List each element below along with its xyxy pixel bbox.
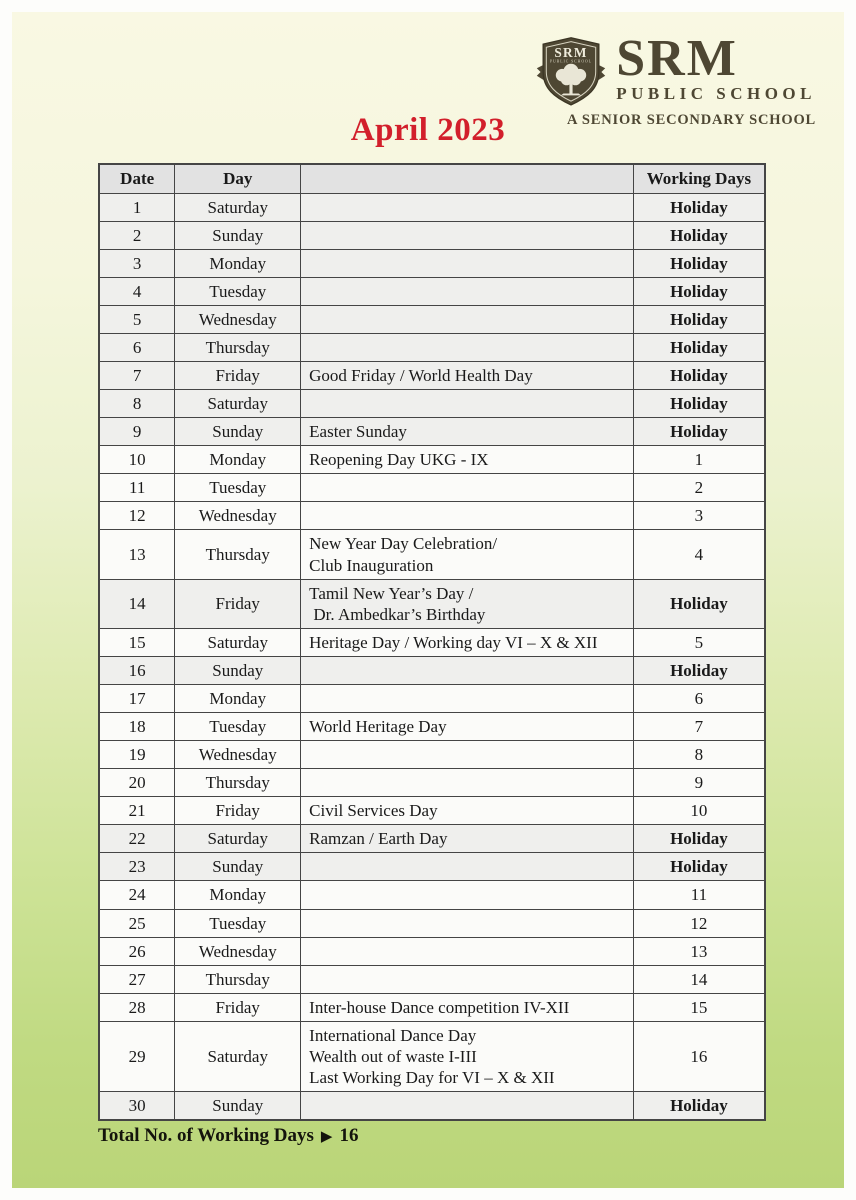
table-row: [99, 502, 765, 530]
working-days-cell: 14: [633, 965, 765, 993]
event-cell: Civil Services Day: [301, 797, 634, 825]
date-cell: 14: [99, 579, 175, 628]
table-row: [99, 474, 765, 502]
day-cell: Tuesday: [175, 712, 301, 740]
event-cell: Tamil New Year’s Day / Dr. Ambedkar’s Birthday: [301, 579, 634, 628]
table-row: [99, 277, 765, 305]
date-cell: 5: [99, 305, 175, 333]
date-cell: 7: [99, 361, 175, 389]
event-cell: [301, 656, 634, 684]
school-tagline: A SENIOR SECONDARY SCHOOL: [567, 112, 816, 128]
table-row: [99, 741, 765, 769]
working-days-cell: 13: [633, 937, 765, 965]
school-type: PUBLIC SCHOOL: [616, 83, 816, 103]
day-cell: Thursday: [175, 530, 301, 579]
date-cell: 10: [99, 446, 175, 474]
day-cell: Wednesday: [175, 305, 301, 333]
date-cell: 19: [99, 741, 175, 769]
table-row: [99, 390, 765, 418]
event-cell: Ramzan / Earth Day: [301, 825, 634, 853]
date-cell: 21: [99, 797, 175, 825]
date-cell: 26: [99, 937, 175, 965]
date-cell: 12: [99, 502, 175, 530]
table-row: [99, 909, 765, 937]
date-cell: 11: [99, 474, 175, 502]
event-cell: World Heritage Day: [301, 712, 634, 740]
day-cell: Thursday: [175, 769, 301, 797]
date-cell: 30: [99, 1092, 175, 1121]
working-days-cell: 3: [633, 502, 765, 530]
date-cell: 17: [99, 684, 175, 712]
day-cell: Monday: [175, 249, 301, 277]
table-row: [99, 769, 765, 797]
working-days-cell: 10: [633, 797, 765, 825]
event-cell: Easter Sunday: [301, 418, 634, 446]
working-days-cell: Holiday: [633, 221, 765, 249]
day-cell: Thursday: [175, 965, 301, 993]
header-cell-date: Date: [99, 164, 175, 193]
date-cell: 9: [99, 418, 175, 446]
day-cell: Saturday: [175, 628, 301, 656]
working-days-cell: 16: [633, 1021, 765, 1091]
day-cell: Saturday: [175, 1021, 301, 1091]
day-cell: Tuesday: [175, 909, 301, 937]
working-days-cell: Holiday: [633, 656, 765, 684]
event-cell: Good Friday / World Health Day: [301, 361, 634, 389]
day-cell: Sunday: [175, 418, 301, 446]
event-cell: [301, 193, 634, 221]
page-title: April 2023: [350, 112, 506, 148]
day-cell: Friday: [175, 361, 301, 389]
event-cell: New Year Day Celebration/ Club Inauguration: [301, 530, 634, 579]
day-cell: Monday: [175, 684, 301, 712]
event-cell: [301, 277, 634, 305]
table-row: [99, 530, 765, 579]
date-cell: 16: [99, 656, 175, 684]
working-days-cell: Holiday: [633, 361, 765, 389]
svg-text:PUBLIC SCHOOL: PUBLIC SCHOOL: [550, 59, 593, 64]
day-cell: Friday: [175, 579, 301, 628]
table-row: [99, 361, 765, 389]
event-cell: [301, 741, 634, 769]
date-cell: 3: [99, 249, 175, 277]
table-row: [99, 1021, 765, 1091]
date-cell: 25: [99, 909, 175, 937]
event-cell: [301, 221, 634, 249]
event-cell: [301, 937, 634, 965]
table-row: [99, 193, 765, 221]
day-cell: Saturday: [175, 825, 301, 853]
table-row: [99, 249, 765, 277]
table-row: [99, 446, 765, 474]
day-cell: Monday: [175, 881, 301, 909]
event-cell: [301, 390, 634, 418]
day-cell: Friday: [175, 797, 301, 825]
day-cell: Sunday: [175, 1092, 301, 1121]
arrow-right-icon: ▶: [320, 1128, 333, 1145]
working-days-cell: 2: [633, 474, 765, 502]
event-cell: Reopening Day UKG - IX: [301, 446, 634, 474]
day-cell: Friday: [175, 993, 301, 1021]
date-cell: 27: [99, 965, 175, 993]
working-days-cell: Holiday: [633, 277, 765, 305]
working-days-cell: Holiday: [633, 333, 765, 361]
event-cell: [301, 502, 634, 530]
working-days-cell: 15: [633, 993, 765, 1021]
working-days-cell: Holiday: [633, 853, 765, 881]
day-cell: Wednesday: [175, 502, 301, 530]
working-days-cell: Holiday: [633, 305, 765, 333]
date-cell: 15: [99, 628, 175, 656]
table-row: [99, 305, 765, 333]
date-cell: 4: [99, 277, 175, 305]
date-cell: 6: [99, 333, 175, 361]
date-cell: 1: [99, 193, 175, 221]
table-row: [99, 993, 765, 1021]
table-row: [99, 221, 765, 249]
table-row: [99, 712, 765, 740]
date-cell: 28: [99, 993, 175, 1021]
working-days-cell: 11: [633, 881, 765, 909]
working-days-cell: Holiday: [633, 579, 765, 628]
header-row: [99, 164, 765, 193]
total-working-days-value: 16: [339, 1125, 359, 1146]
table-row: [99, 684, 765, 712]
day-cell: Sunday: [175, 221, 301, 249]
calendar-table: [98, 163, 766, 1121]
working-days-cell: Holiday: [633, 249, 765, 277]
day-cell: Saturday: [175, 193, 301, 221]
working-days-cell: 8: [633, 741, 765, 769]
working-days-cell: Holiday: [633, 390, 765, 418]
working-days-cell: 12: [633, 909, 765, 937]
date-cell: 23: [99, 853, 175, 881]
header-cell-day: Day: [175, 164, 301, 193]
date-cell: 2: [99, 221, 175, 249]
event-cell: Inter-house Dance competition IV-XII: [301, 993, 634, 1021]
working-days-cell: Holiday: [633, 193, 765, 221]
day-cell: Monday: [175, 446, 301, 474]
working-days-cell: 9: [633, 769, 765, 797]
table-row: [99, 965, 765, 993]
date-cell: 24: [99, 881, 175, 909]
day-cell: Wednesday: [175, 937, 301, 965]
page: [12, 12, 844, 1188]
working-days-cell: 4: [633, 530, 765, 579]
working-days-cell: 5: [633, 628, 765, 656]
event-cell: [301, 1092, 634, 1121]
date-cell: 18: [99, 712, 175, 740]
day-cell: Sunday: [175, 853, 301, 881]
working-days-cell: 7: [633, 712, 765, 740]
day-cell: Tuesday: [175, 277, 301, 305]
table-row: [99, 797, 765, 825]
header-cell-working-days: Working Days: [633, 164, 765, 193]
shield-icon: [533, 35, 609, 109]
event-cell: [301, 965, 634, 993]
event-cell: [301, 853, 634, 881]
event-cell: International Dance Day Wealth out of waste I-III Last Working Day for VI – X & XII: [301, 1021, 634, 1091]
working-days-cell: Holiday: [633, 418, 765, 446]
total-working-days: [98, 1125, 358, 1147]
total-working-days-label: Total No. of Working Days: [98, 1125, 314, 1146]
event-cell: [301, 474, 634, 502]
table-row: [99, 825, 765, 853]
table-row: [99, 853, 765, 881]
table-row: [99, 628, 765, 656]
working-days-cell: 6: [633, 684, 765, 712]
event-cell: [301, 305, 634, 333]
event-cell: [301, 881, 634, 909]
event-cell: [301, 769, 634, 797]
event-cell: [301, 249, 634, 277]
date-cell: 13: [99, 530, 175, 579]
school-name: SRM: [616, 30, 738, 87]
table-row: [99, 579, 765, 628]
table-row: [99, 656, 765, 684]
header-cell-event: [301, 164, 634, 193]
svg-text:SRM: SRM: [554, 44, 588, 60]
event-cell: [301, 684, 634, 712]
table-row: [99, 333, 765, 361]
working-days-cell: 1: [633, 446, 765, 474]
day-cell: Saturday: [175, 390, 301, 418]
day-cell: Thursday: [175, 333, 301, 361]
date-cell: 8: [99, 390, 175, 418]
table-row: [99, 418, 765, 446]
table-row: [99, 881, 765, 909]
date-cell: 29: [99, 1021, 175, 1091]
event-cell: [301, 333, 634, 361]
date-cell: 20: [99, 769, 175, 797]
calendar-body: [99, 193, 765, 1120]
day-cell: Sunday: [175, 656, 301, 684]
table-row: [99, 937, 765, 965]
event-cell: Heritage Day / Working day VI – X & XII: [301, 628, 634, 656]
table-row: [99, 1092, 765, 1121]
date-cell: 22: [99, 825, 175, 853]
working-days-cell: Holiday: [633, 825, 765, 853]
day-cell: Wednesday: [175, 741, 301, 769]
working-days-cell: Holiday: [633, 1092, 765, 1121]
event-cell: [301, 909, 634, 937]
day-cell: Tuesday: [175, 474, 301, 502]
